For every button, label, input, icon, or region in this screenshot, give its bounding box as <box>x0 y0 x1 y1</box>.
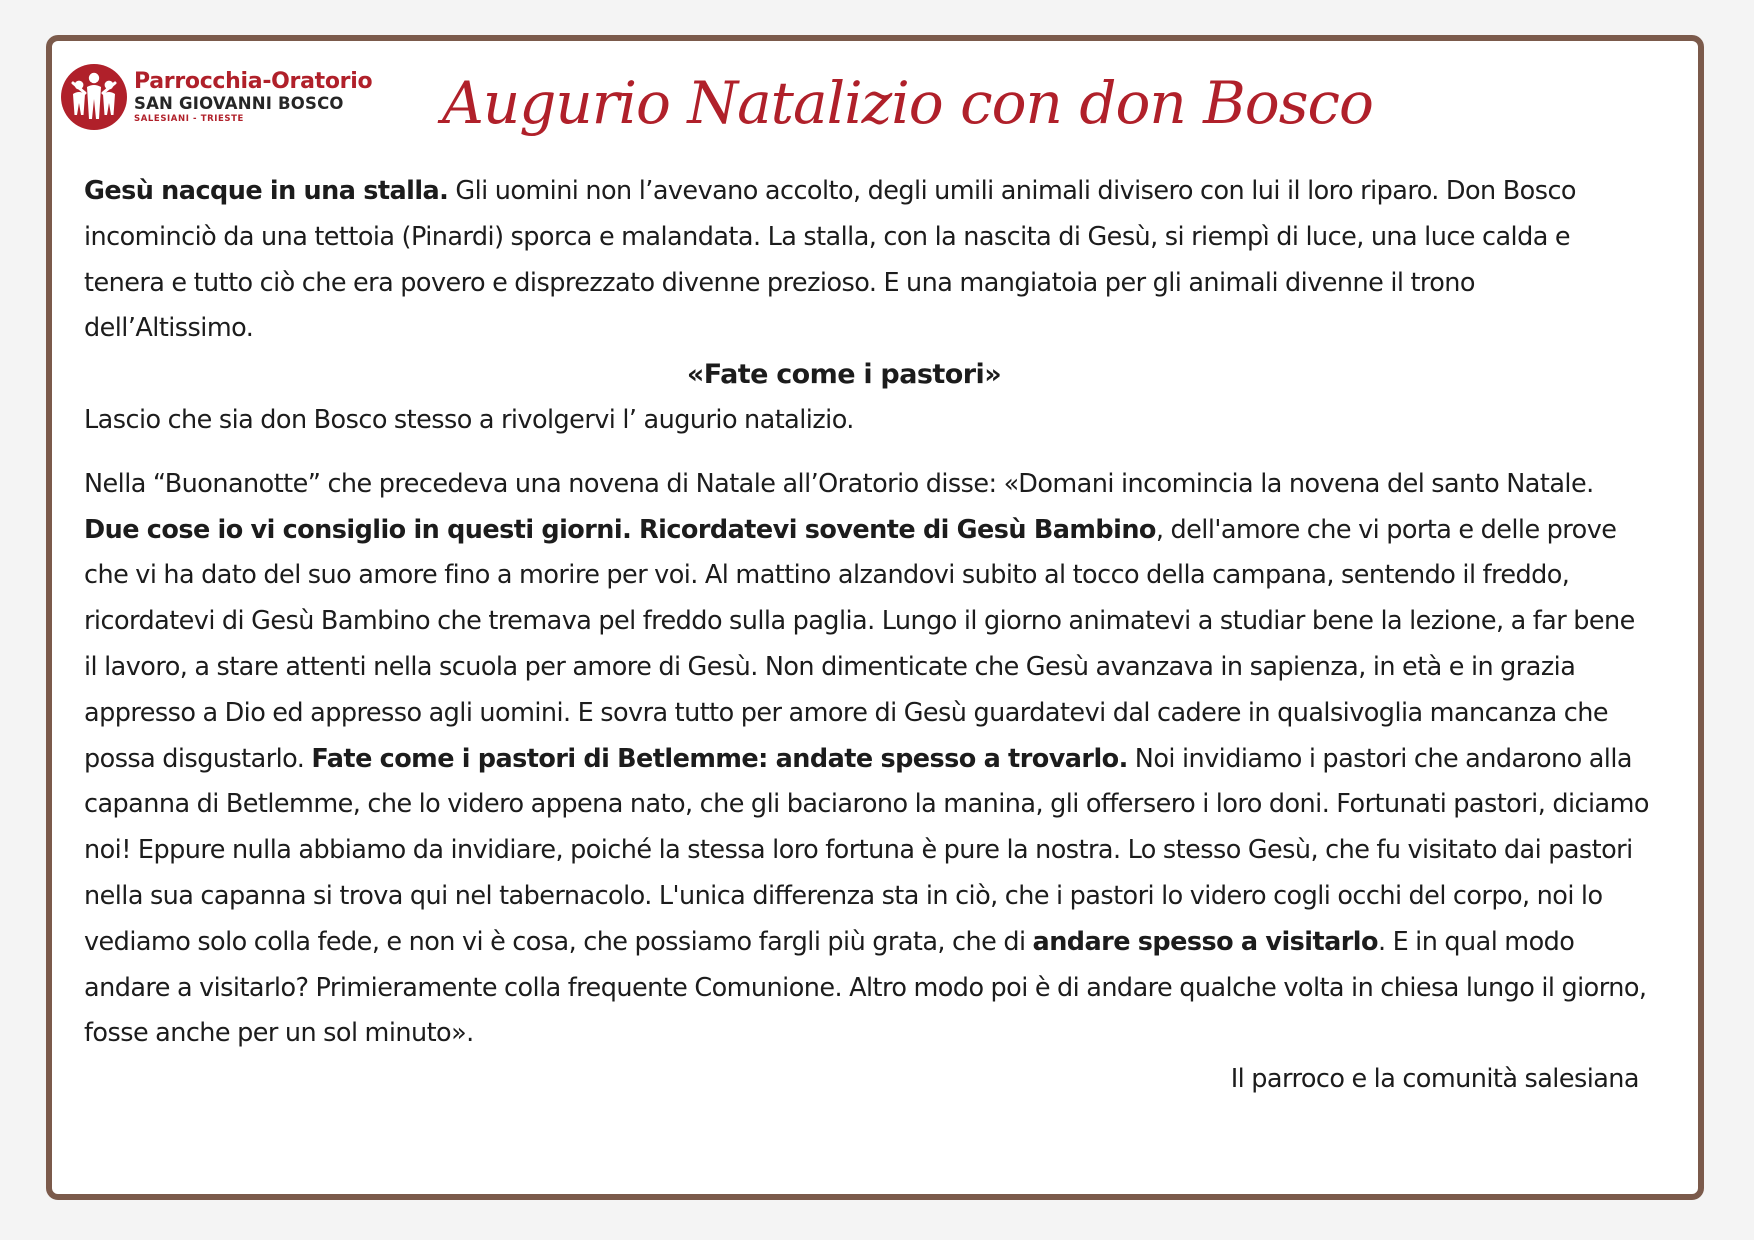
parish-logo <box>60 63 372 131</box>
quote-part-1: Nella “Buonanotte” che precedeva una novena di Natale all’Oratorio disse: «Domani incomincia la novena del santo Natale. <box>84 468 1594 499</box>
logo-saint-name: SAN GIOVANNI BOSCO <box>134 93 344 113</box>
quote-bold-1: Due cose io vi consiglio in questi giorni. Ricordatevi sovente di Gesù Bambino <box>84 514 1156 545</box>
intro-paragraph <box>84 169 1649 352</box>
quote-bold-2: Fate come i pastori di Betlemme: andate spesso a trovarlo. <box>311 743 1128 774</box>
quote-paragraph <box>84 462 1649 1057</box>
youth-figures-logo-icon <box>60 63 128 131</box>
transition-paragraph: Lascio che sia don Bosco stesso a rivolgervi l’ augurio natalizio. <box>84 404 854 435</box>
quote-bold-3: andare spesso a visitarlo <box>1032 926 1378 957</box>
logo-location: SALESIANI - TRIESTE <box>134 114 244 124</box>
section-subtitle: «Fate come i pastori» <box>686 359 1002 391</box>
quote-part-4: . E in qual modo andare a visitarlo? Primieramente colla frequente Comunione. Altro modo poi è di andare qualche volta in chiesa lungo il giorno, fosse anche per un sol minuto». <box>84 926 1647 1049</box>
quote-part-2: , dell'amore che vi porta e delle prove che vi ha dato del suo amore fino a morire per voi. Al mattino alzandovi subito al tocco della campana, sentendo il freddo, ricordatevi di Gesù Bambino che tremava pel freddo sulla paglia. Lungo il giorno animatevi a studiar bene la lezione, a far bene il lavoro, a stare attenti nella scuola per amore di Gesù. Non dimenticate che Gesù avanzava in sapienza, in età e in grazia appresso a Dio ed appresso agli uomini. E sovra tutto per amore di Gesù guardatevi dal cadere in qualsivoglia mancanza che possa disgustarlo. <box>84 514 1635 774</box>
logo-text <box>134 68 373 124</box>
letter-body <box>84 169 1649 1103</box>
intro-text: Gli uomini non l’avevano accolto, degli umili animali divisero con lui il loro riparo. Don Bosco incominciò da una tettoia (Pinardi) sporca e malandata. La stalla, con la nascita di Gesù, si riempì di luce, una luce calda e tenera e tutto ciò che era povero e disprezzato divenne prezioso. E una mangiatoia per gli animali divenne il trono dell’Altissimo. <box>84 176 1576 344</box>
intro-bold-lead: Gesù nacque in una stalla. <box>84 176 449 206</box>
signature: Il parroco e la comunità salesiana <box>1230 1064 1639 1095</box>
logo-parish-name: Parrocchia-Oratorio <box>134 68 373 94</box>
quote-part-3: Noi invidiamo i pastori che andarono alla capanna di Betlemme, che lo videro appena nato, che gli baciarono la manina, gli offersero i loro doni. Fortunati pastori, diciamo noi! Eppure nulla abbiamo da invidiare, poiché la stessa loro fortuna è pure la nostra. Lo stesso Gesù, che fu visitato dai pastori nella sua capanna si trova qui nel tabernacolo. L'unica differenza sta in ciò, che i pastori lo videro cogli occhi del corpo, noi lo vediamo solo colla fede, e non vi è cosa, che possiamo fargli più grata, che di <box>84 743 1649 957</box>
greeting-card <box>46 35 1704 1200</box>
page-title: Augurio Natalizio con don Bosco <box>442 69 1373 137</box>
